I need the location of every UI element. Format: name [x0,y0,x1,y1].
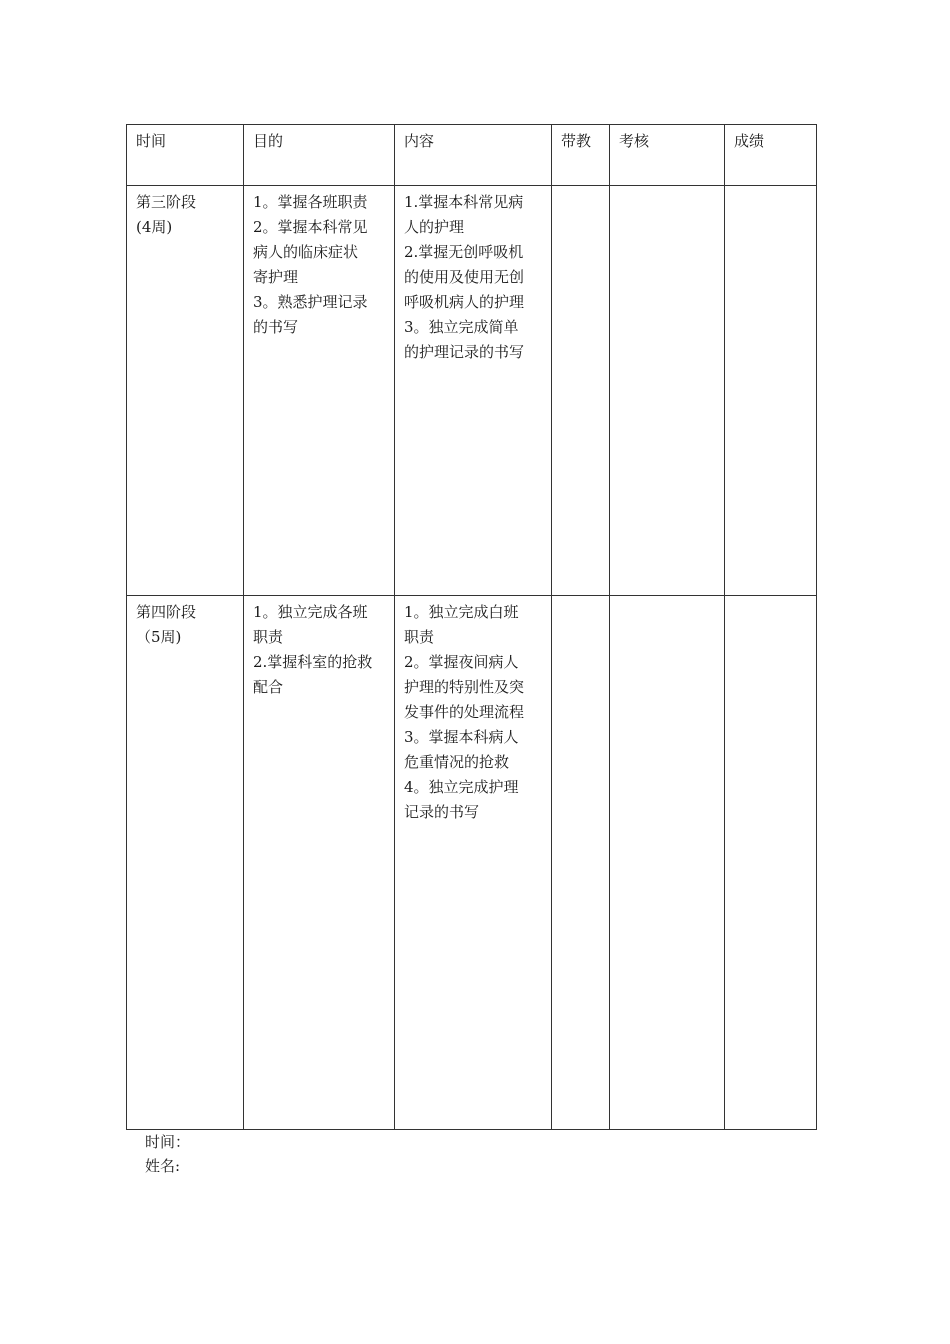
stage3-content-line: 人的护理 [404,218,465,236]
stage4-goal-line: 2.掌握科室的抢救 [253,653,373,671]
stage3-content-line: 的使用及使用无创 [404,268,525,286]
stage3-time-line: (4周) [136,218,173,236]
stage4-goal-line: 配合 [253,678,284,696]
stage4-content-line: 1。独立完成白班 [404,603,519,621]
header-goal: 目的 [244,125,395,186]
stage3-goal-line: 病人的临床症状 [253,243,359,261]
footer-time-label: 时间： [145,1133,191,1151]
stage3-score-cell [725,186,817,596]
stage4-content-cell [395,596,552,1130]
stage4-content-line: 2。掌握夜间病人 [404,653,519,671]
stage3-exam-cell [610,186,725,596]
stage4-goal-line: 职责 [253,628,284,646]
stage4-exam-cell [610,596,725,1130]
stage4-time-line: （5周) [136,628,182,646]
footer-block [145,1130,190,1178]
stage3-content-line: 3。独立完成简单 [404,318,519,336]
stage4-content-line: 发事件的处理流程 [404,703,525,721]
stage3-time-line: 第三阶段 [136,193,197,211]
stage4-content-line: 危重情况的抢救 [404,753,510,771]
stage3-goal-line: 的书写 [253,318,299,336]
stage3-content-line: 2.掌握无创呼吸机 [404,243,524,261]
stage3-content-line: 呼吸机病人的护理 [404,293,525,311]
stage3-goal-line: 3。熟悉护理记录 [253,293,368,311]
header-score: 成绩 [725,125,817,186]
stage3-goal-line: 1。掌握各班职责 [253,193,368,211]
stage4-time-cell [127,596,244,1130]
stage4-content-line: 4。独立完成护理 [404,778,519,796]
stage4-content-line: 护理的特别性及突 [404,678,525,696]
header-exam: 考核 [610,125,725,186]
stage4-content-line: 3。掌握本科病人 [404,728,519,746]
training-plan-table [126,124,817,1130]
header-content: 内容 [395,125,552,186]
footer-name-label: 姓名: [145,1157,181,1175]
stage4-teacher-cell [552,596,610,1130]
stage3-goal-cell [244,186,395,596]
stage4-content-line: 记录的书写 [404,803,480,821]
stage4-content-line: 职责 [404,628,435,646]
stage4-goal-cell [244,596,395,1130]
table-row [127,186,817,596]
stage3-content-cell [395,186,552,596]
stage3-goal-line: 2。掌握本科常见 [253,218,368,236]
stage3-content-line: 1.掌握本科常见病 [404,193,524,211]
header-time: 时间 [127,125,244,186]
stage3-teacher-cell [552,186,610,596]
header-teacher: 带教 [552,125,610,186]
table-header-row [127,125,817,186]
table-row [127,596,817,1130]
stage3-goal-line: 寄护理 [253,268,299,286]
stage3-content-line: 的护理记录的书写 [404,343,525,361]
stage4-goal-line: 1。独立完成各班 [253,603,368,621]
stage4-time-line: 第四阶段 [136,603,197,621]
stage3-time-cell [127,186,244,596]
stage4-score-cell [725,596,817,1130]
